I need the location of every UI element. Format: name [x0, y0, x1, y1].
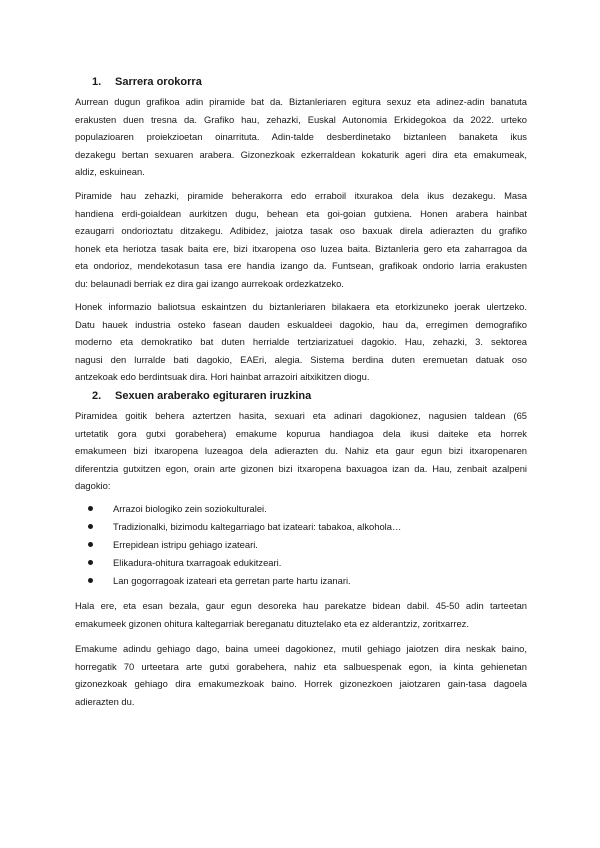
- bullet-text: Lan gogorragoak izateari eta gerretan parte hartu izanari.: [113, 575, 351, 586]
- bullet-list: [88, 500, 401, 590]
- paragraph-line: handiena erdi-goialdean aurkitzen dugu, behean eta goi-goian gutxiena. Honen arabera hainbat: [75, 207, 527, 219]
- paragraph-line: Aurrean dugun grafikoa adin piramide bat da. Biztanleriaren egitura sexuz eta adinez-adin banatuta: [75, 96, 527, 107]
- bullet-icon: [88, 578, 93, 583]
- paragraph-line: Emakume adindu gehiago dago, baina umeei dagokionez, mutil gehiago jaiotzen dira neskak baino,: [75, 643, 527, 654]
- paragraph-line: ezaugarri ondorioztatu ditzakegu. Adibidez, jaiotza tasak oso baxuak direla adierazten du grafiko: [75, 225, 527, 237]
- paragraph-line: populazioaren proiekzioetan oinarrituta. Adin-talde desberdinetako biztanleen banaketa ikus: [75, 131, 527, 143]
- paragraph-line: urtetatik gora gutxi gorabehera) emakume kopurua handiagoa dela ikusi daiteke eta horrek: [75, 427, 527, 439]
- paragraph-line: erakusten duen tresna da. Grafiko hau, zehazki, Euskal Autonomia Erkidegokoa da 2022. urteko: [75, 113, 527, 125]
- bullet-item: [88, 536, 401, 554]
- paragraph: [75, 187, 527, 293]
- paragraph-line: Honek informazio baliotsua eskaintzen du biztanleriaren bilakaera eta etorkizuneko joerak ulertzeko.: [75, 301, 527, 312]
- paragraph-line: dezakegu bertan sexuaren arabera. Gizonezkoak ezkerraldean kokaturik ageri dira eta emakumeak,: [75, 148, 527, 160]
- section-heading-2: [92, 390, 311, 403]
- paragraph-line: Piramide hau zehazki, piramide beherakorra edo erraboil itxurakoa dela ikus dezakegu. Masa: [75, 190, 527, 201]
- paragraph-line: horregatik 70 urteetara arte gutxi gorabehera, nahiz eta salbuespenak egon, ia kinta gehienetan: [75, 660, 527, 672]
- section-number: 2.: [92, 390, 102, 402]
- bullet-item: [88, 500, 401, 518]
- paragraph-line: dagokio:: [75, 480, 111, 492]
- paragraph: [75, 640, 527, 710]
- bullet-icon: [88, 524, 93, 529]
- bullet-item: [88, 572, 401, 590]
- bullet-text: Elikadura-ohitura txarragoak edukitzeari.: [113, 557, 282, 568]
- paragraph: [75, 298, 527, 386]
- paragraph: [75, 407, 527, 495]
- paragraph-line: nagusi den lurralde bati dagokio, EAEri, alegia. Sistema berdina duten eremuetan datuak oso: [75, 353, 527, 365]
- bullet-item: [88, 554, 401, 572]
- paragraph-line: emakumeen bizi itxaropena luzeagoa dela adierazten du. Nahiz eta gaur egun bizi itxaropenaren: [75, 445, 527, 457]
- paragraph-line: Piramidea goitik behera aztertzen hasita, sexuari eta adinari dagokionez, nagusien taldean (65: [75, 410, 527, 421]
- section-heading-1: [92, 76, 202, 89]
- paragraph-line: honek eta heriotza tasak baita ere, bizi itxaropena oso luzea baita. Biztanleria gero eta zaharragoa da: [75, 242, 527, 254]
- paragraph-line: du: belaunadi berriak ez dira gai izango aurrekoak ordezkatzeko.: [75, 277, 344, 289]
- paragraph-line: moderno eta demokratiko bat duten herrialde tertziarizatuei dagokio. Hau, zehazki, 3. sektorea: [75, 336, 527, 348]
- section-number: 1.: [92, 76, 102, 88]
- bullet-item: [88, 518, 401, 536]
- paragraph-line: diferentzia gutxitzen egon, orain arte gizonen bizi itxaropena baxuagoa izan da. Hau, zenbait azalpeni: [75, 462, 527, 474]
- section-title: Sarrera orokorra: [115, 76, 202, 88]
- paragraph-line: gizonezkoak gehiago dira emakumezkoak baino. Horrek gizonezkoen jaiotzaren gain-tasa dagoela: [75, 678, 527, 690]
- paragraph-line: Hala ere, eta esan bezala, gaur egun desoreka hau parekatze bidean dabil. 45-50 adin tarteetan: [75, 600, 527, 611]
- bullet-icon: [88, 542, 93, 547]
- bullet-icon: [88, 506, 93, 511]
- paragraph: [75, 93, 527, 181]
- paragraph-line: adierazten du.: [75, 695, 135, 707]
- paragraph: [75, 597, 527, 632]
- paragraph-line: aldiz, eskuinean.: [75, 166, 145, 178]
- paragraph-line: eta ondorioz, mendekotasun tasa ere handia izango da. Funtsean, grafikoak ondorio larria erakusten: [75, 260, 527, 272]
- bullet-icon: [88, 560, 93, 565]
- bullet-text: Arrazoi biologiko zein soziokulturalei.: [113, 503, 267, 514]
- bullet-text: Tradizionalki, bizimodu kaltegarriago bat izateari: tabakoa, alkohola…: [113, 521, 402, 532]
- paragraph-line: Datu hauek industria osteko fasean dauden eskualdeei dagokio, hau da, erregimen demografiko: [75, 318, 527, 330]
- paragraph-line: antzekoak edo berdintsuak dira. Hori hainbat arrazoiri aitxikitzen diogu.: [75, 371, 370, 383]
- section-title: Sexuen araberako egituraren iruzkina: [115, 390, 312, 402]
- bullet-text: Errepidean istripu gehiago izateari.: [113, 539, 258, 550]
- paragraph-line: emakumeek gizonen ohitura kaltegarriak bereganatu dituztelako eta ez alderantziz, zoritxarrez.: [75, 617, 469, 629]
